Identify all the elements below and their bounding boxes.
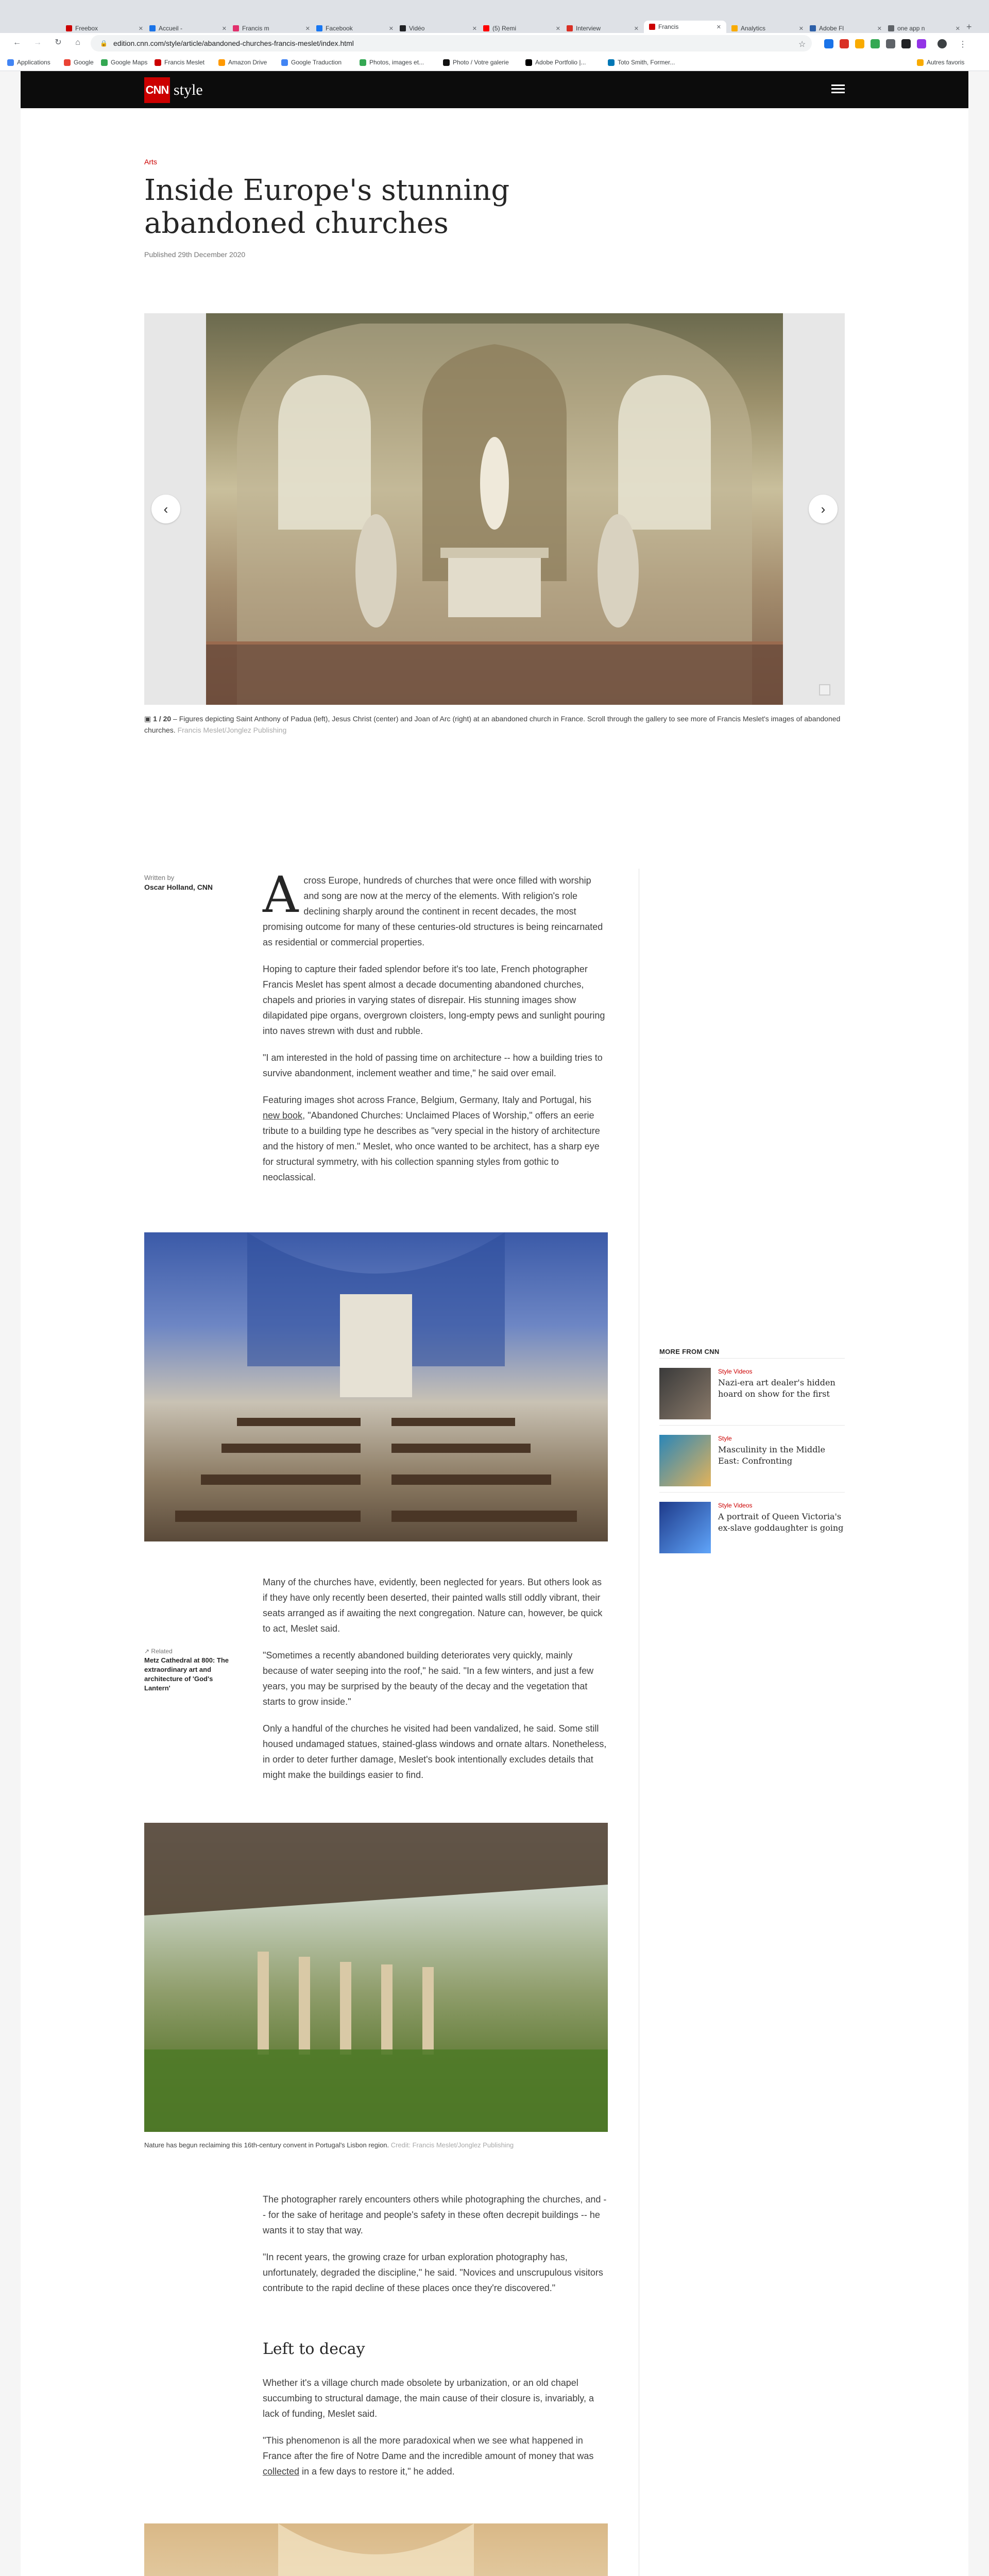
folder-icon bbox=[917, 59, 924, 66]
browser-tab[interactable]: Francis m ✕ bbox=[233, 24, 310, 33]
apps-icon bbox=[7, 59, 14, 66]
favicon-icon bbox=[316, 25, 322, 31]
extension-icon[interactable] bbox=[840, 39, 849, 48]
more-item-section: Style bbox=[718, 1435, 732, 1442]
close-tab-icon[interactable]: ✕ bbox=[877, 25, 882, 32]
new-tab-button[interactable]: + bbox=[966, 22, 972, 32]
favicon-icon bbox=[66, 25, 72, 31]
bookmark-item[interactable]: Adobe Portfolio |... bbox=[525, 59, 586, 66]
bookmark-item[interactable]: Google Traduction bbox=[281, 59, 342, 66]
new-book-link[interactable]: new book bbox=[263, 1110, 303, 1121]
extension-icon[interactable] bbox=[824, 39, 833, 48]
reload-button[interactable]: ↻ bbox=[55, 38, 62, 47]
more-item-section: Style Videos bbox=[718, 1502, 753, 1509]
profile-avatar[interactable] bbox=[937, 39, 947, 48]
chairs-illustration bbox=[144, 2523, 608, 2576]
more-item-thumb bbox=[659, 1502, 711, 1553]
expand-icon[interactable] bbox=[819, 684, 830, 696]
more-item[interactable] bbox=[659, 1425, 845, 1482]
page-viewport bbox=[0, 71, 989, 2576]
favicon-icon bbox=[360, 59, 366, 66]
publish-date: Published 29th December 2020 bbox=[144, 250, 246, 259]
article-body-4: Whether it's a village church made obsolete by urbanization, or an old chapel succumbing to structural damage, the main cause of their closure is, invariably, a lack of funding, Meslet said. "This phenomenon is all the more paradoxical when we see what happened in France after the fire of Notre Dame and the incredible amount of money that was collected in a few days to restore it," he added. bbox=[263, 2378, 594, 2477]
extension-icon[interactable] bbox=[886, 39, 895, 48]
back-button[interactable]: ← bbox=[13, 38, 21, 47]
browser-tab[interactable]: Freebox ✕ bbox=[66, 24, 143, 33]
extension-icon[interactable] bbox=[855, 39, 864, 48]
browser-tab[interactable]: Interview ✕ bbox=[567, 24, 639, 33]
favicon-icon bbox=[233, 25, 239, 31]
other-bookmarks[interactable]: Autres favoris bbox=[917, 59, 964, 66]
chapel-illustration bbox=[206, 313, 783, 705]
favicon-icon bbox=[888, 25, 894, 31]
more-item[interactable] bbox=[659, 1492, 845, 1549]
article-image-pews bbox=[144, 1232, 608, 1541]
more-item[interactable] bbox=[659, 1358, 845, 1415]
bookmark-item[interactable]: Google Maps bbox=[101, 59, 147, 66]
gallery-next-button[interactable]: › bbox=[809, 495, 838, 523]
close-tab-icon[interactable]: ✕ bbox=[138, 25, 143, 32]
browser-tab-active[interactable]: Francis ✕ bbox=[644, 21, 726, 33]
close-tab-icon[interactable]: ✕ bbox=[716, 24, 721, 30]
bookmark-item[interactable]: Toto Smith, Former... bbox=[608, 59, 675, 66]
browser-tab[interactable]: (5) Remi ✕ bbox=[483, 24, 560, 33]
article-image-chairs bbox=[144, 2523, 608, 2576]
bookmark-item[interactable]: Applications bbox=[7, 59, 50, 66]
article-image-convent bbox=[144, 1823, 608, 2132]
favicon-icon bbox=[810, 25, 816, 31]
tab-strip bbox=[0, 0, 989, 33]
more-item-title[interactable]: Masculinity in the Middle East: Confronting bbox=[718, 1445, 825, 1466]
favicon-icon bbox=[567, 25, 573, 31]
section-heading: Left to decay bbox=[263, 2340, 365, 2358]
link-icon: ↗ bbox=[144, 1648, 150, 1655]
article-page bbox=[21, 71, 968, 2576]
article-headline: Inside Europe's stunning abandoned churches bbox=[144, 174, 510, 240]
close-tab-icon[interactable]: ✕ bbox=[555, 25, 560, 32]
article-body-1: Across Europe, hundreds of churches that were once filled with worship and song are now at the mercy of the elements. With religion's role declining sharply around the continent in recent decades, the most promising outcome for many of these centuries-old structures is being reincarnated as residential or commercial properties. Hoping to capture their faded splendor before it's too late, French photographer Francis Meslet has spent almost a decade documenting abandoned churches, chapels and priories in varying states of disrepair. His stunning images show dilapidated pipe organs, overgrown cloisters, long-empty pews and sunlight pouring into naves strewn with dust and rubble. "I am interested in the hold of passing time on architecture -- how a building tries to survive abandonment, inclement weather and time," he said over email. Featuring images shot across France, Belgium, Germany, Italy and Portugal, his new book, "Abandoned Churches: Unclaimed Places of Worship," offers an eerie tribute to a building type he describes as "very special in the history of architecture and the history of men." Meslet, who once wanted to be architect, has a sharp eye for structural symmetry, with his collection spanning styles from gothic to neoclassical. bbox=[263, 866, 605, 1182]
collected-link[interactable]: collected bbox=[263, 2466, 300, 2477]
gallery-icon: ▣ bbox=[144, 715, 151, 723]
byline-author: Oscar Holland, CNN bbox=[144, 883, 213, 891]
favicon-icon bbox=[218, 59, 225, 66]
article-body-3: The photographer rarely encounters others while photographing the churches, and -- for the sake of heritage and people's safety in these often decrepit buildings -- he wants it to stay that way. "In recent years, the growing craze for urban exploration photography has, unfortunately, degraded the discipline," he said. "Novices and unscrupulous visitors contribute to the rapid decline of these places once they're discovered." bbox=[263, 2194, 607, 2293]
close-tab-icon[interactable]: ✕ bbox=[472, 25, 477, 32]
bookmarks-bar bbox=[0, 54, 989, 71]
byline-label: Written by bbox=[144, 874, 175, 882]
bookmark-item[interactable]: Photo / Votre galerie bbox=[443, 59, 509, 66]
related-link[interactable] bbox=[144, 1647, 237, 1693]
drop-cap: A bbox=[263, 866, 299, 924]
forward-button[interactable]: → bbox=[33, 38, 42, 47]
convent-illustration bbox=[144, 1823, 608, 2132]
browser-tab[interactable]: one app n ✕ bbox=[888, 24, 960, 33]
bookmark-item[interactable]: Francis Meslet bbox=[155, 59, 204, 66]
close-tab-icon[interactable]: ✕ bbox=[634, 25, 639, 32]
favicon-icon bbox=[483, 25, 489, 31]
favicon-icon bbox=[649, 24, 655, 30]
close-tab-icon[interactable]: ✕ bbox=[305, 25, 310, 32]
close-tab-icon[interactable]: ✕ bbox=[798, 25, 804, 32]
menu-icon[interactable] bbox=[831, 82, 845, 96]
favicon-icon bbox=[443, 59, 450, 66]
more-from-cnn-heading: MORE FROM CNN bbox=[659, 1348, 720, 1355]
extension-icon[interactable] bbox=[871, 39, 880, 48]
favicon-icon bbox=[525, 59, 532, 66]
close-tab-icon[interactable]: ✕ bbox=[221, 25, 227, 32]
star-icon[interactable]: ☆ bbox=[798, 40, 806, 49]
more-item-title[interactable]: Nazi-era art dealer's hidden hoard on show for the first bbox=[718, 1378, 835, 1399]
address-bar[interactable]: 🔒 edition.cnn.com/style/article/abandoned-churches-francis-meslet/index.html bbox=[91, 35, 812, 52]
pews-illustration bbox=[144, 1232, 608, 1541]
favicon-icon bbox=[400, 25, 406, 31]
section-logo[interactable]: style bbox=[174, 81, 203, 98]
site-header bbox=[21, 71, 968, 108]
more-item-thumb bbox=[659, 1368, 711, 1419]
gallery-prev-button[interactable]: ‹ bbox=[151, 495, 180, 523]
favicon-icon bbox=[155, 59, 161, 66]
favicon-icon bbox=[731, 25, 738, 31]
browser-tab[interactable]: Facebook ✕ bbox=[316, 24, 394, 33]
favicon-icon bbox=[101, 59, 108, 66]
more-item-section: Style Videos bbox=[718, 1368, 753, 1375]
lock-icon: 🔒 bbox=[100, 40, 108, 47]
bookmark-item[interactable]: Amazon Drive bbox=[218, 59, 267, 66]
browser-tab[interactable]: Analytics ✕ bbox=[731, 24, 804, 33]
gallery-image-chapel bbox=[206, 313, 783, 705]
bookmark-item[interactable]: Photos, images et... bbox=[360, 59, 424, 66]
favicon-icon bbox=[149, 25, 156, 31]
favicon-icon bbox=[608, 59, 615, 66]
extension-icon[interactable] bbox=[917, 39, 926, 48]
image-caption: Nature has begun reclaiming this 16th-century convent in Portugal's Lisbon region. Credit: Francis Meslet/Jonglez Publishing bbox=[144, 2141, 514, 2149]
home-button[interactable]: ⌂ bbox=[75, 38, 80, 47]
favicon-icon bbox=[64, 59, 71, 66]
browser-tab[interactable]: Accueil - ✕ bbox=[149, 24, 227, 33]
browser-tab[interactable]: Adobe Fl ✕ bbox=[810, 24, 882, 33]
extension-icon[interactable] bbox=[901, 39, 911, 48]
photo-gallery[interactable] bbox=[144, 313, 845, 705]
related-title[interactable]: Metz Cathedral at 800: The extraordinary art and architecture of 'God's Lantern' bbox=[144, 1656, 229, 1692]
close-tab-icon[interactable]: ✕ bbox=[955, 25, 960, 32]
cnn-logo[interactable]: CNN bbox=[144, 77, 170, 103]
browser-tab[interactable]: Vidéo ✕ bbox=[400, 24, 477, 33]
related-label: ↗ Related bbox=[144, 1648, 173, 1655]
article-kicker[interactable]: Arts bbox=[144, 158, 157, 166]
bookmark-item[interactable]: Google bbox=[64, 59, 94, 66]
close-tab-icon[interactable]: ✕ bbox=[388, 25, 394, 32]
more-item-thumb bbox=[659, 1435, 711, 1486]
more-item-title[interactable]: A portrait of Queen Victoria's ex-slave goddaughter is going bbox=[718, 1512, 844, 1533]
menu-kebab-icon[interactable]: ⋮ bbox=[959, 40, 967, 49]
gallery-counter: 1 / 20 bbox=[153, 715, 172, 723]
article-body-2: Many of the churches have, evidently, been neglected for years. But others look as if they have only recently been deserted, their painted walls still oddly vibrant, their seats arranged as if awaiting the next congregation. Nature can, however, be quick to act, Meslet said. "Sometimes a recently abandoned building deteriorates very quickly, mainly because of water seeping into the roof," he said. "In a few winters, and just a few years, you may be surprised by the beauty of the decay and the vegetation that starts to grow inside." Only a handful of the churches he visited had been vandalized, he said. Some still housed undamaged statues, stained-glass windows and ornate altars. Nonetheless, in order to deter further damage, Meslet's book intentionally excludes details that might make the buildings easier to find. bbox=[263, 1577, 607, 1780]
favicon-icon bbox=[281, 59, 288, 66]
gallery-caption: ▣ 1 / 20 – Figures depicting Saint Anthony of Padua (left), Jesus Christ (center) and Joan of Arc (right) at an abandoned church in France. Scroll through the gallery to see more of Francis Meslet's images of abandoned churches. Francis Meslet/Jonglez Publishing bbox=[144, 715, 841, 734]
